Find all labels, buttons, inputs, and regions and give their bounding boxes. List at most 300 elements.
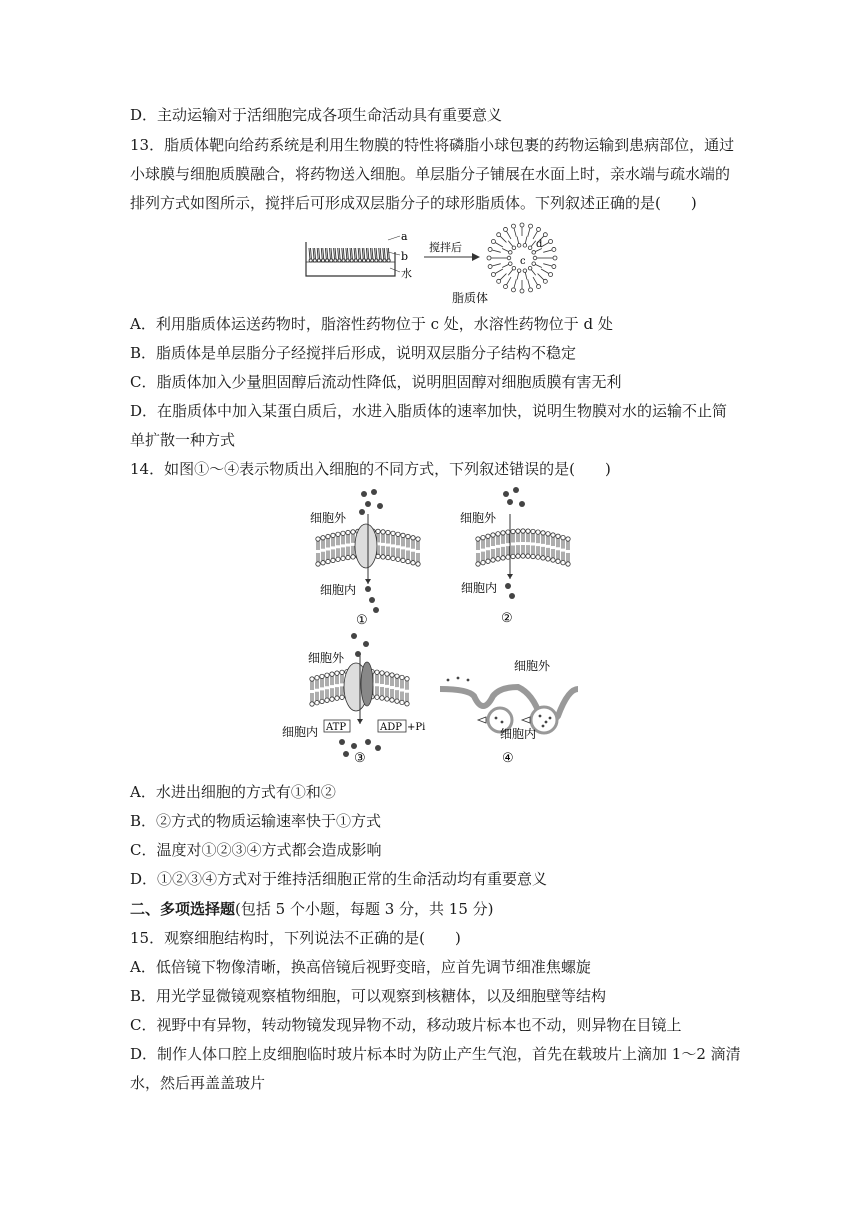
phospholipid-head <box>321 536 325 540</box>
lipid-head <box>512 246 516 250</box>
lipid-head <box>508 262 512 266</box>
q13-option-a: A．利用脂质体运送药物时，脂溶性药物位于 c 处，水溶性药物位于 d 处 <box>130 315 613 333</box>
phospholipid-head <box>536 530 540 534</box>
lipid-tail <box>538 274 544 280</box>
lipid-head <box>309 259 312 262</box>
molecule-dot <box>539 715 542 718</box>
lipid-tail <box>387 248 388 260</box>
lipid-head <box>321 259 324 262</box>
molecule-dot <box>495 717 498 720</box>
lipid-head <box>497 233 501 237</box>
p1-outside: 细胞外 <box>310 511 347 525</box>
phospholipid-head <box>551 533 555 537</box>
lipid-head <box>523 244 527 248</box>
lipid-tail <box>492 250 501 252</box>
phospholipid-head <box>400 675 404 679</box>
phospholipid-head <box>331 558 335 562</box>
lipid-head <box>552 247 556 251</box>
q13-option-d: D．在脂质体中加入某蛋白质后，水进入脂质体的速率加快，说明生物膜对水的运输不止简 <box>130 402 728 420</box>
lipid-head <box>350 259 353 262</box>
molecule-dot <box>501 721 504 724</box>
lipid-tail <box>343 248 344 260</box>
lipid-head <box>549 240 553 244</box>
phospholipid-head <box>526 554 530 558</box>
phospholipid-head <box>351 530 355 534</box>
lipid-tail <box>380 248 381 260</box>
molecule-dot <box>377 503 383 509</box>
label-b: b <box>401 250 409 263</box>
lipid-tail <box>517 273 519 280</box>
lipid-tail <box>354 248 355 260</box>
molecule-dot <box>351 633 357 639</box>
lipid-head <box>511 224 515 228</box>
phospholipid-head <box>406 534 410 538</box>
lipid-tail <box>528 279 530 288</box>
lipid-tail <box>350 248 351 260</box>
lipid-tail <box>331 248 332 260</box>
lipid-head <box>512 266 516 270</box>
lipid-head <box>362 259 365 262</box>
phospholipid-head <box>325 698 329 702</box>
phospholipid-head <box>531 554 535 558</box>
lipid-head <box>334 259 337 262</box>
q15-option-d-cont: 水，然后再盖盖玻片 <box>130 1074 266 1092</box>
molecule-dot <box>365 501 371 507</box>
lipid-head <box>520 289 524 293</box>
lipid-head <box>497 279 501 283</box>
molecule-dot <box>542 725 545 728</box>
lipid-head <box>523 269 527 273</box>
phospholipid-head <box>516 554 520 558</box>
phospholipid-head <box>346 555 350 559</box>
lipid-tail <box>507 231 512 239</box>
phospholipid-head <box>556 534 560 538</box>
phospholipid-head <box>390 698 394 702</box>
phospholipid-head <box>556 559 560 563</box>
molecule-dot <box>447 679 450 682</box>
lipid-tail <box>514 279 516 288</box>
phospholipid-head <box>401 533 405 537</box>
phospholipid-head <box>406 559 410 563</box>
q13-stem-line-3: 排列方式如图所示，搅拌后可形成双层脂分子的球形脂质体。下列叙述正确的是( ) <box>130 194 697 212</box>
p3-outside: 细胞外 <box>308 651 345 665</box>
lipid-tail <box>311 248 312 260</box>
phospholipid-head <box>536 555 540 559</box>
lipid-tail <box>366 248 367 260</box>
section-2-title: 二、多项选择题 <box>130 900 236 918</box>
label-a: a <box>401 230 408 243</box>
lipid-head <box>354 259 357 262</box>
q12-option-d: D．主动运输对于活细胞完成各项生命活动具有重要意义 <box>130 106 503 124</box>
lipid-head <box>383 259 386 262</box>
phospholipid-head <box>476 562 480 566</box>
molecule-dot <box>361 491 367 497</box>
lipid-tail <box>315 248 316 260</box>
molecule-dot <box>351 743 357 749</box>
liposome-caption: 脂质体 <box>452 291 489 305</box>
lipid-head <box>508 251 512 255</box>
phospholipid-head <box>316 537 320 541</box>
section-2-note: (包括 5 个小题，每题 3 分，共 15 分) <box>235 900 494 918</box>
molecule-dot <box>369 597 375 603</box>
lipid-tail <box>379 248 380 260</box>
lipid-head <box>517 244 521 248</box>
phospholipid-head <box>346 530 350 534</box>
molecule-dot <box>549 717 552 720</box>
phospholipid-head <box>341 531 345 535</box>
phospholipid-head <box>546 532 550 536</box>
lipid-tail <box>388 248 389 260</box>
phospholipid-head <box>386 555 390 559</box>
molecule-dot <box>359 509 365 515</box>
lipid-tail <box>508 241 512 246</box>
lipid-tail <box>541 269 549 274</box>
lipid-tail <box>309 248 310 260</box>
lipid-tail <box>323 248 324 260</box>
channel-protein <box>355 524 377 568</box>
q14-stem: 14．如图①～④表示物质出入细胞的不同方式，下列叙述错误的是( ) <box>130 460 611 478</box>
p4-inside: 细胞内 <box>500 727 537 741</box>
molecule-dot <box>339 739 345 745</box>
phospholipid-head <box>481 535 485 539</box>
phospholipid-head <box>476 537 480 541</box>
q13-option-c: C．脂质体加入少量胆固醇后流动性降低，说明胆固醇对细胞质膜有害无利 <box>130 373 622 391</box>
lipid-tail <box>376 248 377 260</box>
atp-label: ATP <box>326 722 347 733</box>
phospholipid-head <box>331 533 335 537</box>
lipid-head <box>543 233 547 237</box>
lipid-tail <box>528 228 530 237</box>
phospholipid-head <box>566 537 570 541</box>
molecule-dot <box>363 641 369 647</box>
lipid-tail <box>507 277 512 285</box>
lipid-head <box>313 259 316 262</box>
lipid-tail <box>384 248 385 260</box>
p1-inside: 细胞内 <box>320 583 357 597</box>
membrane-panel-4 <box>440 677 578 733</box>
lipid-tail <box>372 248 373 260</box>
phospholipid-head <box>386 530 390 534</box>
q14-option-d: D．①②③④方式对于维持活细胞正常的生命活动均有重要意义 <box>130 870 548 888</box>
phospholipid-head <box>336 557 340 561</box>
phospholipid-head <box>310 702 314 706</box>
phospholipid-head <box>326 534 330 538</box>
molecule-dot <box>507 499 513 505</box>
phospholipid-head <box>396 557 400 561</box>
lipid-head <box>532 251 536 255</box>
lipid-head <box>532 262 536 266</box>
phospholipid-head <box>501 556 505 560</box>
molecule-dot <box>509 593 515 599</box>
phospholipid-head <box>330 697 334 701</box>
molecule-dot <box>371 489 377 495</box>
phospholipid-head <box>330 672 334 676</box>
arrowhead <box>507 574 513 579</box>
phospholipid-head <box>561 560 565 564</box>
lipid-tail <box>517 237 519 244</box>
phospholipid-head <box>396 532 400 536</box>
phospholipid-head <box>501 531 505 535</box>
molecule-dot <box>545 721 548 724</box>
lipid-tail <box>500 236 506 242</box>
lipid-tail <box>321 248 322 260</box>
phospholipid-head <box>325 673 329 677</box>
phospholipid-head <box>340 670 344 674</box>
lipid-head <box>346 259 349 262</box>
phospholipid-head <box>340 695 344 699</box>
phospholipid-head <box>335 696 339 700</box>
lipid-tail <box>362 248 363 260</box>
phospholipid-head <box>390 673 394 677</box>
lipid-tail <box>338 248 339 260</box>
p3-inside: 细胞内 <box>282 725 319 739</box>
molecule-dot <box>503 491 509 497</box>
lipid-tail <box>358 248 359 260</box>
q14-option-b: B．②方式的物质运输速率快于①方式 <box>130 812 382 830</box>
lipid-tail <box>334 248 335 260</box>
phospholipid-head <box>411 561 415 565</box>
arrow <box>478 717 486 723</box>
arrow-label: 搅拌后 <box>429 241 462 254</box>
membrane-panel-2 <box>476 529 570 566</box>
adp-label: ADP <box>380 722 402 733</box>
lipid-tail <box>313 248 314 260</box>
phospholipid-head <box>526 529 530 533</box>
phospholipid-head <box>551 558 555 562</box>
phospholipid-head <box>405 677 409 681</box>
q13-stem-line-2: 小球膜与细胞质膜融合，将药物送入细胞。单层脂分子铺展在水面上时，亲水端与疏水端的 <box>130 165 731 183</box>
q13-option-b: B．脂质体是单层脂分子经搅拌后形成，说明双层脂分子结构不稳定 <box>130 344 577 362</box>
lipid-tail <box>495 243 503 248</box>
phospholipid-head <box>496 557 500 561</box>
lipid-head <box>488 247 492 251</box>
phospholipid-head <box>380 696 384 700</box>
lipid-head <box>517 269 521 273</box>
lipid-tail <box>525 273 527 280</box>
phospholipid-head <box>310 677 314 681</box>
lipid-tail <box>339 248 340 260</box>
lipid-head <box>326 259 329 262</box>
lipid-tail <box>352 248 353 260</box>
lipid-tail <box>543 250 552 252</box>
p2-outside: 细胞外 <box>460 511 497 525</box>
phospholipid-head <box>335 671 339 675</box>
molecule-dot <box>365 586 371 592</box>
phospholipid-head <box>541 556 545 560</box>
q15-option-a: A．低倍镜下物像清晰，换高倍镜后视野变暗，应首先调节细准焦螺旋 <box>130 958 591 976</box>
molecule-dot <box>343 751 349 757</box>
phospholipid-head <box>566 562 570 566</box>
lipid-tail <box>319 248 320 260</box>
q13-stem-line-1: 13．脂质体靶向给药系统是利用生物膜的特性将磷脂小球包裹的药物运输到患病部位，通过 <box>130 136 735 154</box>
phospholipid-head <box>336 532 340 536</box>
phospholipid-head <box>531 529 535 533</box>
phospholipid-head <box>521 554 525 558</box>
phospholipid-head <box>491 533 495 537</box>
phospholipid-head <box>376 529 380 533</box>
phospholipid-head <box>395 674 399 678</box>
p4-outside: 细胞外 <box>514 659 551 673</box>
lipid-head <box>511 288 515 292</box>
lipid-tail <box>383 248 384 260</box>
phospholipid-head <box>391 531 395 535</box>
label-c: c <box>520 256 526 267</box>
phospholipid-head <box>491 558 495 562</box>
lipid-head <box>529 288 533 292</box>
section-2-heading <box>130 899 740 919</box>
lipid-tail <box>502 248 508 251</box>
lipid-tail <box>364 248 365 260</box>
phospholipid-head <box>391 556 395 560</box>
lipid-tail <box>533 277 538 285</box>
arrowhead <box>365 579 371 584</box>
lipid-tail <box>533 231 538 239</box>
phospholipid-head <box>326 559 330 563</box>
phospholipid-head <box>315 700 319 704</box>
lipid-tail <box>342 248 343 260</box>
molecule-dot <box>513 487 519 493</box>
transport-figure <box>278 484 588 774</box>
phospholipid-head <box>320 699 324 703</box>
lipid-tail <box>347 248 348 260</box>
lipid-head <box>553 256 557 260</box>
lipid-head <box>487 256 491 260</box>
phospholipid-head <box>546 557 550 561</box>
lipid-head <box>504 285 508 289</box>
lipid-head <box>507 256 511 260</box>
lipid-head <box>367 259 370 262</box>
lipid-tail <box>325 248 326 260</box>
phospholipid-head <box>375 695 379 699</box>
lipid-head <box>371 259 374 262</box>
lipid-head <box>375 259 378 262</box>
phospholipid-head <box>516 529 520 533</box>
lipid-head <box>504 227 508 231</box>
phospholipid-head <box>541 531 545 535</box>
phospholipid-head <box>401 558 405 562</box>
lipid-head <box>338 259 341 262</box>
phospholipid-head <box>315 675 319 679</box>
lipid-tail <box>495 269 503 274</box>
lipid-tail <box>508 270 512 275</box>
lipid-head <box>317 259 320 262</box>
lipid-tail <box>330 248 331 260</box>
lipid-tail <box>536 265 542 268</box>
q14-option-c: C．温度对①②③④方式都会造成影响 <box>130 841 382 859</box>
phospholipid-head <box>395 699 399 703</box>
p2-inside: 细胞内 <box>461 581 498 595</box>
q13-option-d-cont: 单扩散一种方式 <box>130 431 236 449</box>
molecule-dot <box>355 651 361 657</box>
lipid-tail <box>346 248 347 260</box>
phospholipid-head <box>411 536 415 540</box>
phospholipid-head <box>511 529 515 533</box>
lipid-head <box>528 246 532 250</box>
panel-4-number: ④ <box>502 751 514 766</box>
panel-3-number: ③ <box>354 751 366 766</box>
label-water: 水 <box>401 267 412 280</box>
lipid-tail <box>531 270 535 275</box>
phospholipid-head <box>381 555 385 559</box>
phospholipid-head <box>496 532 500 536</box>
phospholipid-head <box>400 700 404 704</box>
phospholipid-head <box>375 670 379 674</box>
lipid-head <box>552 265 556 269</box>
arrowhead <box>357 719 363 724</box>
lipid-head <box>520 223 524 227</box>
lipid-head <box>543 279 547 283</box>
liposome-figure <box>300 222 580 308</box>
lipid-head <box>529 224 533 228</box>
molecule-dot <box>519 501 525 507</box>
lipid-head <box>488 265 492 269</box>
lipid-head <box>379 259 382 262</box>
phospholipid-head <box>511 554 515 558</box>
lipid-tail <box>543 264 552 266</box>
lipid-tail <box>500 274 506 280</box>
molecule-dot <box>365 739 371 745</box>
pi-label: +Pi <box>407 722 426 733</box>
lipid-tail <box>371 248 372 260</box>
q15-option-d: D．制作人体口腔上皮细胞临时玻片标本时为防止产生气泡，首先在载玻片上滴加 1～2 滴清 <box>130 1045 741 1063</box>
phospholipid-head <box>320 674 324 678</box>
lipid-head <box>537 227 541 231</box>
q15-stem: 15．观察细胞结构时，下列说法不正确的是( ) <box>130 929 461 947</box>
molecule-dot <box>375 745 381 751</box>
lipid-head <box>537 285 541 289</box>
panel-2-number: ② <box>501 611 513 626</box>
lipid-tail <box>375 248 376 260</box>
lipid-tail <box>514 228 516 237</box>
phospholipid-head <box>385 672 389 676</box>
lipid-head <box>528 266 532 270</box>
lipid-tail <box>492 264 501 266</box>
phospholipid-head <box>405 702 409 706</box>
lipid-head <box>549 273 553 277</box>
lipid-tail <box>356 248 357 260</box>
molecule-dot <box>457 677 460 680</box>
lipid-tail <box>360 248 361 260</box>
arrow <box>522 717 530 723</box>
molecule-dot <box>373 607 379 613</box>
q15-option-b: B．用光学显微镜观察植物细胞，可以观察到核糖体，以及细胞壁等结构 <box>130 987 607 1005</box>
lipid-tail <box>317 248 318 260</box>
lipid-head <box>342 259 345 262</box>
lipid-head <box>491 240 495 244</box>
phospholipid-head <box>316 562 320 566</box>
phospholipid-head <box>341 556 345 560</box>
q14-option-a: A．水进出细胞的方式有①和② <box>130 783 336 801</box>
phospholipid-head <box>521 529 525 533</box>
lipid-head <box>330 259 333 262</box>
lipid-tail <box>335 248 336 260</box>
phospholipid-head <box>561 535 565 539</box>
lipid-tail <box>327 248 328 260</box>
lipid-head <box>533 256 537 260</box>
lipid-head <box>358 259 361 262</box>
phospholipid-head <box>416 537 420 541</box>
phospholipid-head <box>381 530 385 534</box>
panel-1-number: ① <box>356 613 368 628</box>
lipid-head <box>491 273 495 277</box>
lipid-tail <box>368 248 369 260</box>
lipid-head <box>387 259 390 262</box>
phospholipid-head <box>416 562 420 566</box>
phospholipid-head <box>486 534 490 538</box>
phospholipid-head <box>481 560 485 564</box>
phospholipid-head <box>351 555 355 559</box>
phospholipid-head <box>385 697 389 701</box>
